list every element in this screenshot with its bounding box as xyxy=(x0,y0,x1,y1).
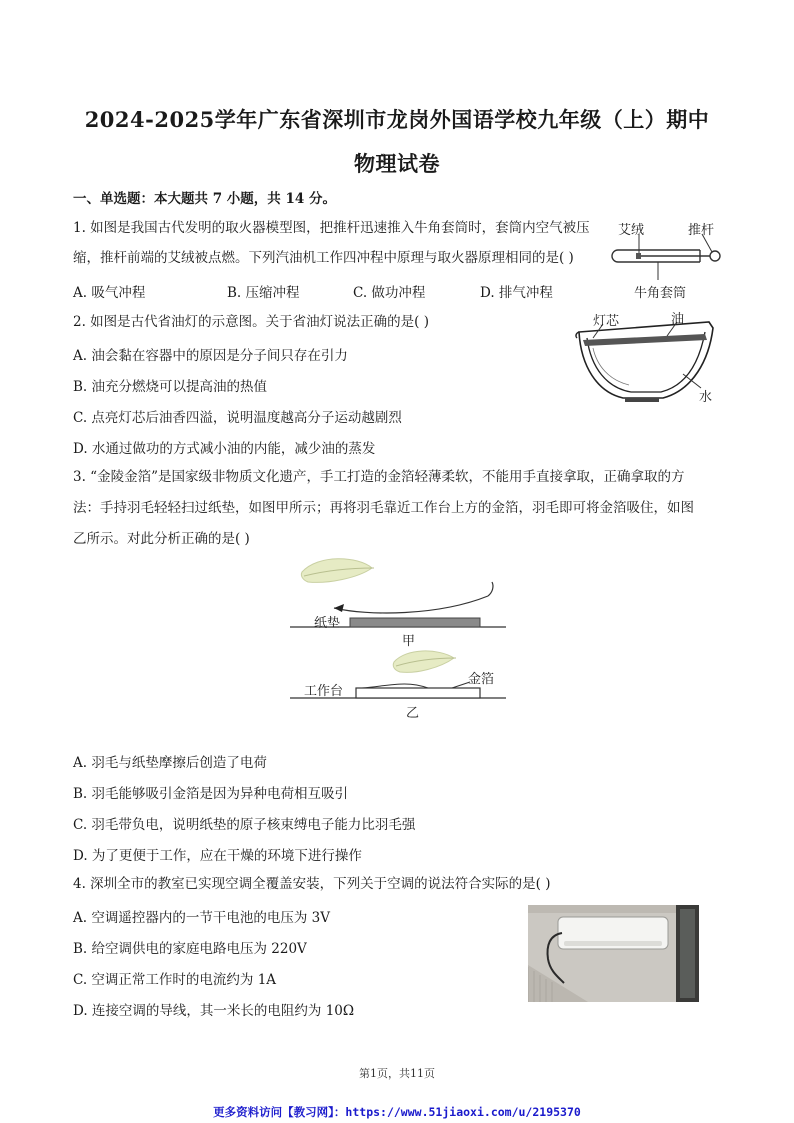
q2-option-a: A. 油会黏在容器中的原因是分子间只存在引力 xyxy=(73,348,348,364)
q3-stem-line2: 法：手持羽毛轻轻扫过纸垫，如图甲所示；再将羽毛靠近工作台上方的金箔，羽毛即可将金箔吸住，如图 xyxy=(73,500,694,516)
q1-option-d: D. 排气冲程 xyxy=(480,285,553,301)
exam-title-line2: 物理试卷 xyxy=(354,151,440,176)
q3-fig-label-worktable: 工作台 xyxy=(304,684,344,699)
q3-option-d: D. 为了更便于工作，应在干燥的环境下进行操作 xyxy=(73,848,362,864)
exam-title-line1: 2024-2025学年广东省深圳市龙岗外国语学校九年级（上）期中 xyxy=(84,107,710,132)
q4-air-conditioner-photo xyxy=(528,905,699,1002)
air-conditioner-icon xyxy=(528,905,699,1002)
q2-stem: 2. 如图是古代省油灯的示意图。关于省油灯说法正确的是( ) xyxy=(73,314,429,330)
q3-option-a: A. 羽毛与纸垫摩擦后创造了电荷 xyxy=(73,755,267,771)
q1-fig-label-push-rod: 推杆 xyxy=(688,223,715,238)
q2-oil-lamp-figure xyxy=(573,310,723,406)
q2-option-b: B. 油充分燃烧可以提高油的热值 xyxy=(73,379,268,395)
q1-fig-label-moxa: 艾绒 xyxy=(618,223,645,238)
q3-fig-label-jia: 甲 xyxy=(402,634,416,649)
q1-option-b: B. 压缩冲程 xyxy=(227,285,300,301)
q3-stem-line3: 乙所示。对此分析正确的是( ) xyxy=(73,531,250,547)
q1-stem-line2: 缩，推杆前端的艾绒被点燃。下列汽油机工作四冲程中原理与取火器原理相同的是( ) xyxy=(73,250,574,266)
q4-stem: 4. 深圳全市的教室已实现空调全覆盖安装，下列关于空调的说法符合实际的是( ) xyxy=(73,876,551,892)
q3-option-c: C. 羽毛带负电，说明纸垫的原子核束缚电子能力比羽毛强 xyxy=(73,817,416,833)
feather-icon xyxy=(301,559,374,583)
q4-option-b: B. 给空调供电的家庭电路电压为 220V xyxy=(73,941,307,957)
feather-icon xyxy=(393,651,456,672)
q1-stem-line1: 1. 如图是我国古代发明的取火器模型图，把推杆迅速推入牛角套筒时，套筒内空气被压 xyxy=(73,220,590,236)
q1-fig-label-horn-tube: 牛角套筒 xyxy=(634,286,687,301)
page-footer: 第1页，共11页 xyxy=(359,1067,435,1080)
q2-fig-label-oil: 油 xyxy=(671,312,685,327)
q4-option-a: A. 空调遥控器内的一节干电池的电压为 3V xyxy=(73,910,330,926)
q3-option-b: B. 羽毛能够吸引金箔是因为异种电荷相互吸引 xyxy=(73,786,349,802)
q1-option-a: A. 吸气冲程 xyxy=(73,285,146,301)
q2-option-c: C. 点亮灯芯后油香四溢，说明温度越高分子运动越剧烈 xyxy=(73,410,402,426)
q1-option-c: C. 做功冲程 xyxy=(353,285,426,301)
section-heading-single-choice: 一、单选题：本大题共 7 小题，共 14 分。 xyxy=(73,191,336,207)
resource-link-banner[interactable]: 更多资料访问【教习网】：https://www.51jiaoxi.com/u/2195370 xyxy=(213,1105,581,1119)
q3-gold-leaf-figure xyxy=(288,552,508,724)
q3-fig-label-paper-pad: 纸垫 xyxy=(314,616,341,631)
q3-fig-label-gold-leaf: 金箔 xyxy=(468,672,495,687)
q4-option-d: D. 连接空调的导线，其一米长的电阻约为 10Ω xyxy=(73,1003,355,1019)
q3-fig-label-yi: 乙 xyxy=(406,706,420,721)
q2-fig-label-water: 水 xyxy=(699,390,713,405)
q1-fire-piston-figure xyxy=(608,216,733,302)
q4-option-c: C. 空调正常工作时的电流约为 1A xyxy=(73,972,277,988)
q2-fig-label-wick: 灯芯 xyxy=(593,314,620,329)
q3-stem-line1: 3. “金陵金箔”是国家级非物质文化遗产，手工打造的金箔轻薄柔软，不能用手直接拿取，正确拿取的方 xyxy=(73,469,685,485)
q2-option-d: D. 水通过做功的方式减小油的内能，减少油的蒸发 xyxy=(73,441,376,457)
